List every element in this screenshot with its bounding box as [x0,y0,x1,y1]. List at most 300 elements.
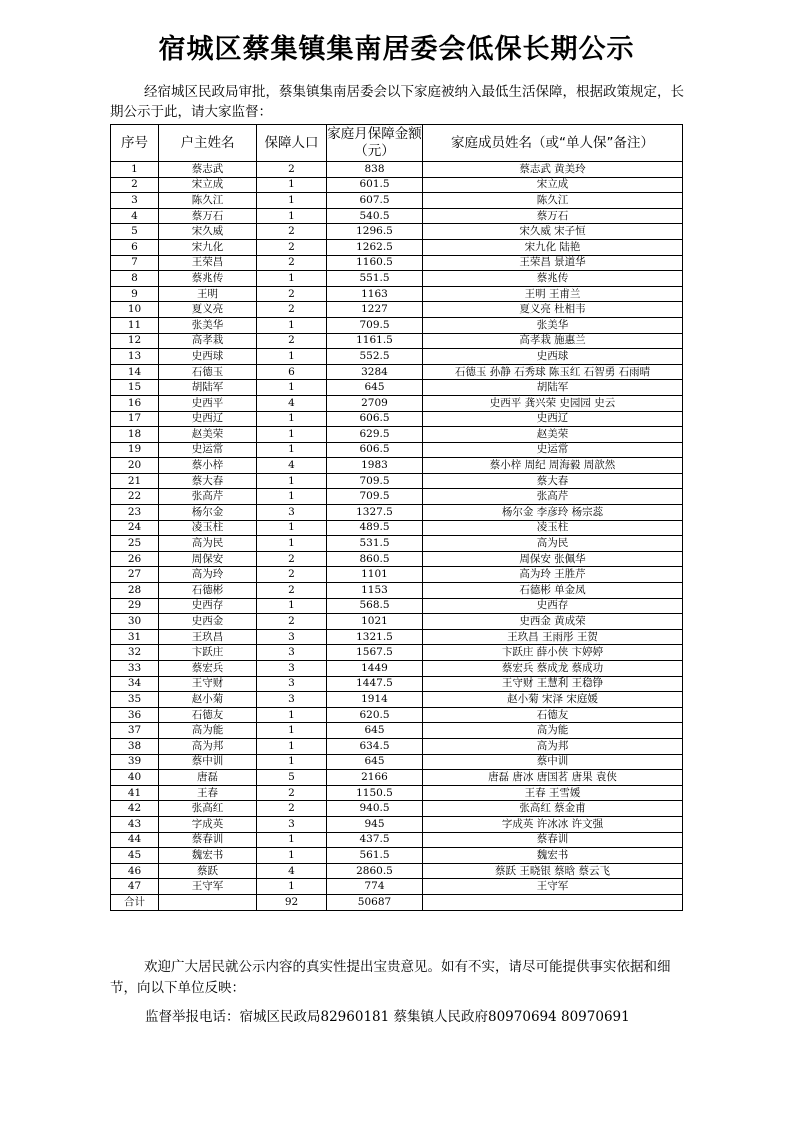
cell-amount: 709.5 [327,317,423,333]
cell-amount: 1296.5 [327,224,423,240]
cell-members: 王荣昌 景道华 [423,255,683,271]
cell-population: 4 [257,458,327,474]
cell-householder: 蔡中训 [159,754,257,770]
table-row [111,349,683,365]
table-row [111,364,683,380]
cell-members: 史西辽 [423,411,683,427]
cell-members: 字成英 许冰冰 许文强 [423,816,683,832]
cell-amount: 1163 [327,286,423,302]
cell-members: 史西存 [423,598,683,614]
cell-amount: 1447.5 [327,676,423,692]
cell-population: 3 [257,505,327,521]
cell-members: 王春 王雪媛 [423,785,683,801]
cell-amount: 940.5 [327,801,423,817]
cell-householder: 宋九化 [159,239,257,255]
cell-amount: 1150.5 [327,785,423,801]
cell-members: 张高芹 [423,489,683,505]
cell-population: 1 [257,193,327,209]
cell-amount: 489.5 [327,520,423,536]
cell-population: 4 [257,863,327,879]
cell-members: 卞跃庄 薛小侠 卞婷婷 [423,645,683,661]
cell-householder: 王守财 [159,676,257,692]
cell-members: 王守军 [423,879,683,895]
table-row [111,473,683,489]
cell-members: 张美华 [423,317,683,333]
cell-index: 40 [111,770,159,786]
cell-members: 魏宏书 [423,848,683,864]
cell-index: 20 [111,458,159,474]
header-householder: 户主姓名 [159,125,257,162]
cell-population: 2 [257,801,327,817]
cell-index: 9 [111,286,159,302]
header-population: 保障人口 [257,125,327,162]
cell-amount: 2166 [327,770,423,786]
table-row [111,785,683,801]
cell-population: 1 [257,832,327,848]
table-row [111,411,683,427]
assistance-table [110,124,683,911]
cell-householder: 史西存 [159,598,257,614]
cell-householder: 张高芹 [159,489,257,505]
cell-population: 2 [257,239,327,255]
cell-householder: 石德友 [159,707,257,723]
cell-population: 3 [257,816,327,832]
feedback-paragraph: 欢迎广大居民就公示内容的真实性提出宝贵意见。如有不实，请尽可能提供事实依据和细节，向以下单位反映： [110,959,671,996]
table-row [111,302,683,318]
cell-index: 7 [111,255,159,271]
cell-amount: 1021 [327,614,423,630]
cell-population: 1 [257,442,327,458]
cell-index: 36 [111,707,159,723]
cell-members: 蔡中训 [423,754,683,770]
cell-householder: 王春 [159,785,257,801]
cell-population: 1 [257,208,327,224]
cell-amount: 606.5 [327,411,423,427]
cell-population: 1 [257,879,327,895]
cell-population: 2 [257,255,327,271]
cell-index: 31 [111,629,159,645]
cell-members: 蔡春训 [423,832,683,848]
cell-population: 1 [257,317,327,333]
table-row [111,536,683,552]
cell-population: 1 [257,848,327,864]
table-row [111,380,683,396]
table-header-row [111,125,683,162]
total-amount: 50687 [327,894,423,910]
cell-amount: 1327.5 [327,505,423,521]
cell-index: 16 [111,395,159,411]
table-row [111,707,683,723]
cell-population: 1 [257,707,327,723]
cell-householder: 宋立成 [159,177,257,193]
cell-index: 10 [111,302,159,318]
cell-index: 38 [111,738,159,754]
cell-index: 43 [111,816,159,832]
cell-index: 4 [111,208,159,224]
cell-members: 高为民 [423,536,683,552]
table-row [111,661,683,677]
table-row [111,442,683,458]
cell-householder: 张高红 [159,801,257,817]
cell-householder: 宋久威 [159,224,257,240]
table-row [111,583,683,599]
cell-members: 高为能 [423,723,683,739]
cell-householder: 王玖昌 [159,629,257,645]
cell-index: 22 [111,489,159,505]
cell-members: 蔡万石 [423,208,683,224]
cell-members: 宋九化 陆艳 [423,239,683,255]
cell-amount: 945 [327,816,423,832]
cell-amount: 709.5 [327,489,423,505]
cell-amount: 568.5 [327,598,423,614]
cell-population: 2 [257,614,327,630]
cell-population: 1 [257,427,327,443]
cell-index: 18 [111,427,159,443]
cell-index: 29 [111,598,159,614]
table-row [111,801,683,817]
cell-index: 1 [111,162,159,178]
cell-index: 39 [111,754,159,770]
cell-householder: 高为民 [159,536,257,552]
cell-population: 2 [257,162,327,178]
cell-population: 3 [257,692,327,708]
cell-members: 史西平 龚兴荣 史园园 史云 [423,395,683,411]
cell-householder: 高为玲 [159,567,257,583]
header-amount: 家庭月保障金额（元） [327,125,423,162]
cell-index: 33 [111,661,159,677]
cell-amount: 552.5 [327,349,423,365]
table-row [111,333,683,349]
cell-amount: 540.5 [327,208,423,224]
cell-members: 杨尔金 李彦玲 杨宗蕊 [423,505,683,521]
cell-index: 17 [111,411,159,427]
cell-amount: 3284 [327,364,423,380]
cell-population: 1 [257,754,327,770]
cell-householder: 蔡兆传 [159,271,257,287]
cell-amount: 551.5 [327,271,423,287]
cell-householder: 唐磊 [159,770,257,786]
cell-index: 27 [111,567,159,583]
cell-members: 高为玲 王胜芹 [423,567,683,583]
cell-index: 37 [111,723,159,739]
cell-members: 史运常 [423,442,683,458]
cell-amount: 1914 [327,692,423,708]
cell-amount: 607.5 [327,193,423,209]
cell-members: 王守财 王慧利 王稳铮 [423,676,683,692]
cell-householder: 胡陆军 [159,380,257,396]
cell-householder: 高孝栽 [159,333,257,349]
table-row [111,489,683,505]
cell-householder: 史西球 [159,349,257,365]
cell-householder: 杨尔金 [159,505,257,521]
cell-householder: 蔡大春 [159,473,257,489]
cell-householder: 石德彬 [159,583,257,599]
cell-members: 蔡志武 黄美玲 [423,162,683,178]
cell-population: 2 [257,785,327,801]
cell-householder: 高为能 [159,723,257,739]
cell-population: 2 [257,302,327,318]
cell-householder: 字成英 [159,816,257,832]
cell-amount: 838 [327,162,423,178]
cell-index: 42 [111,801,159,817]
cell-index: 45 [111,848,159,864]
cell-population: 2 [257,224,327,240]
cell-amount: 1227 [327,302,423,318]
cell-index: 30 [111,614,159,630]
cell-householder: 卞跃庄 [159,645,257,661]
cell-householder: 赵美荣 [159,427,257,443]
table-body [111,162,683,895]
cell-householder: 王守军 [159,879,257,895]
total-label: 合计 [111,894,159,910]
cell-householder: 王荣昌 [159,255,257,271]
table-row [111,177,683,193]
intro-paragraph: 经宿城区民政局审批，蔡集镇集南居委会以下家庭被纳入最低生活保障，根据政策规定，长期公示于此，请大家监督： [110,84,684,120]
cell-householder: 史运常 [159,442,257,458]
table-row [111,427,683,443]
cell-index: 21 [111,473,159,489]
cell-members: 王明 王甫兰 [423,286,683,302]
table-row [111,520,683,536]
cell-index: 23 [111,505,159,521]
cell-members: 陈久江 [423,193,683,209]
cell-members: 蔡小梓 周纪 周海毅 周歆然 [423,458,683,474]
table-row [111,645,683,661]
cell-index: 25 [111,536,159,552]
cell-members: 张高红 蔡金甫 [423,801,683,817]
table-row [111,848,683,864]
cell-householder: 蔡志武 [159,162,257,178]
cell-index: 44 [111,832,159,848]
cell-index: 41 [111,785,159,801]
total-row [111,894,683,910]
table-row [111,676,683,692]
cell-members: 高孝栽 施惠兰 [423,333,683,349]
cell-householder: 蔡宏兵 [159,661,257,677]
table-row [111,286,683,302]
table-row [111,832,683,848]
cell-population: 1 [257,723,327,739]
cell-amount: 620.5 [327,707,423,723]
cell-amount: 645 [327,380,423,396]
cell-index: 5 [111,224,159,240]
cell-population: 2 [257,286,327,302]
cell-householder: 夏义亮 [159,302,257,318]
table-row [111,505,683,521]
cell-population: 1 [257,536,327,552]
cell-index: 28 [111,583,159,599]
cell-members: 赵小菊 宋泽 宋庭媛 [423,692,683,708]
cell-population: 1 [257,489,327,505]
cell-members: 石德友 [423,707,683,723]
cell-index: 34 [111,676,159,692]
cell-amount: 1161.5 [327,333,423,349]
cell-index: 47 [111,879,159,895]
cell-population: 6 [257,364,327,380]
table-row [111,193,683,209]
cell-index: 11 [111,317,159,333]
cell-population: 1 [257,473,327,489]
table-row [111,629,683,645]
cell-householder: 史西平 [159,395,257,411]
cell-members: 凌玉柱 [423,520,683,536]
cell-amount: 531.5 [327,536,423,552]
cell-index: 32 [111,645,159,661]
cell-index: 24 [111,520,159,536]
cell-members: 史西金 黄成荣 [423,614,683,630]
cell-population: 4 [257,395,327,411]
cell-index: 15 [111,380,159,396]
cell-amount: 774 [327,879,423,895]
cell-amount: 561.5 [327,848,423,864]
cell-amount: 645 [327,754,423,770]
cell-index: 46 [111,863,159,879]
cell-householder: 周保安 [159,551,257,567]
cell-index: 19 [111,442,159,458]
cell-index: 3 [111,193,159,209]
cell-amount: 1983 [327,458,423,474]
cell-amount: 1153 [327,583,423,599]
table-row [111,614,683,630]
table-row [111,255,683,271]
cell-amount: 860.5 [327,551,423,567]
table-row [111,458,683,474]
cell-amount: 709.5 [327,473,423,489]
cell-population: 1 [257,520,327,536]
page-title: 宿城区蔡集镇集南居委会低保长期公示 [158,34,635,65]
cell-householder: 赵小菊 [159,692,257,708]
cell-members: 宋久威 宋子恒 [423,224,683,240]
table-row [111,816,683,832]
cell-population: 2 [257,333,327,349]
table-row [111,551,683,567]
cell-householder: 张美华 [159,317,257,333]
cell-members: 史西球 [423,349,683,365]
cell-amount: 601.5 [327,177,423,193]
cell-members: 蔡兆传 [423,271,683,287]
cell-members: 胡陆军 [423,380,683,396]
cell-population: 2 [257,583,327,599]
table-row [111,879,683,895]
cell-amount: 1449 [327,661,423,677]
table-row [111,567,683,583]
cell-members: 蔡大春 [423,473,683,489]
table-row [111,738,683,754]
table-row [111,754,683,770]
cell-amount: 606.5 [327,442,423,458]
cell-members: 唐磊 唐冰 唐国茗 唐果 袁侠 [423,770,683,786]
table-row [111,208,683,224]
cell-members: 周保安 张佩华 [423,551,683,567]
cell-members: 王玖昌 王雨彤 王贺 [423,629,683,645]
cell-population: 1 [257,271,327,287]
total-empty-members [423,894,683,910]
cell-population: 3 [257,645,327,661]
cell-index: 14 [111,364,159,380]
cell-members: 高为邦 [423,738,683,754]
cell-index: 6 [111,239,159,255]
cell-population: 1 [257,349,327,365]
cell-amount: 437.5 [327,832,423,848]
header-members: 家庭成员姓名（或“单人保”备注） [423,125,683,162]
cell-amount: 1321.5 [327,629,423,645]
cell-members: 蔡宏兵 蔡成龙 蔡成功 [423,661,683,677]
total-population: 92 [257,894,327,910]
cell-members: 石德玉 孙静 石秀球 陈玉红 石智勇 石雨晴 [423,364,683,380]
table-row [111,863,683,879]
cell-population: 5 [257,770,327,786]
cell-householder: 凌玉柱 [159,520,257,536]
cell-index: 13 [111,349,159,365]
table-row [111,271,683,287]
cell-householder: 魏宏书 [159,848,257,864]
cell-amount: 645 [327,723,423,739]
cell-population: 3 [257,629,327,645]
table-row [111,224,683,240]
cell-index: 2 [111,177,159,193]
table-row [111,598,683,614]
cell-index: 12 [111,333,159,349]
cell-index: 26 [111,551,159,567]
cell-amount: 2709 [327,395,423,411]
cell-amount: 634.5 [327,738,423,754]
cell-population: 1 [257,380,327,396]
table-row [111,395,683,411]
table-row [111,770,683,786]
cell-members: 夏义亮 杜相韦 [423,302,683,318]
cell-index: 35 [111,692,159,708]
cell-householder: 蔡小梓 [159,458,257,474]
table-row [111,692,683,708]
cell-amount: 2860.5 [327,863,423,879]
cell-population: 3 [257,676,327,692]
cell-householder: 蔡春训 [159,832,257,848]
table-row [111,239,683,255]
cell-householder: 石德玉 [159,364,257,380]
total-empty [159,894,257,910]
cell-householder: 高为邦 [159,738,257,754]
table-row [111,162,683,178]
cell-population: 3 [257,661,327,677]
cell-householder: 蔡万石 [159,208,257,224]
cell-members: 蔡跃 王晓银 蔡晗 蔡云飞 [423,863,683,879]
cell-population: 2 [257,567,327,583]
cell-amount: 629.5 [327,427,423,443]
cell-householder: 史西辽 [159,411,257,427]
table-row [111,723,683,739]
cell-members: 赵美荣 [423,427,683,443]
cell-index: 8 [111,271,159,287]
header-index: 序号 [111,125,159,162]
hotline-line: 监督举报电话：宿城区民政局82960181 蔡集镇人民政府80970694 80970691 [145,1009,630,1025]
table-row [111,317,683,333]
cell-householder: 王明 [159,286,257,302]
cell-amount: 1262.5 [327,239,423,255]
cell-members: 宋立成 [423,177,683,193]
cell-members: 石德彬 单金凤 [423,583,683,599]
cell-householder: 蔡跃 [159,863,257,879]
cell-householder: 史西金 [159,614,257,630]
cell-population: 1 [257,411,327,427]
cell-amount: 1101 [327,567,423,583]
cell-population: 2 [257,551,327,567]
cell-householder: 陈久江 [159,193,257,209]
cell-amount: 1567.5 [327,645,423,661]
cell-amount: 1160.5 [327,255,423,271]
cell-population: 1 [257,738,327,754]
cell-population: 1 [257,598,327,614]
cell-population: 1 [257,177,327,193]
